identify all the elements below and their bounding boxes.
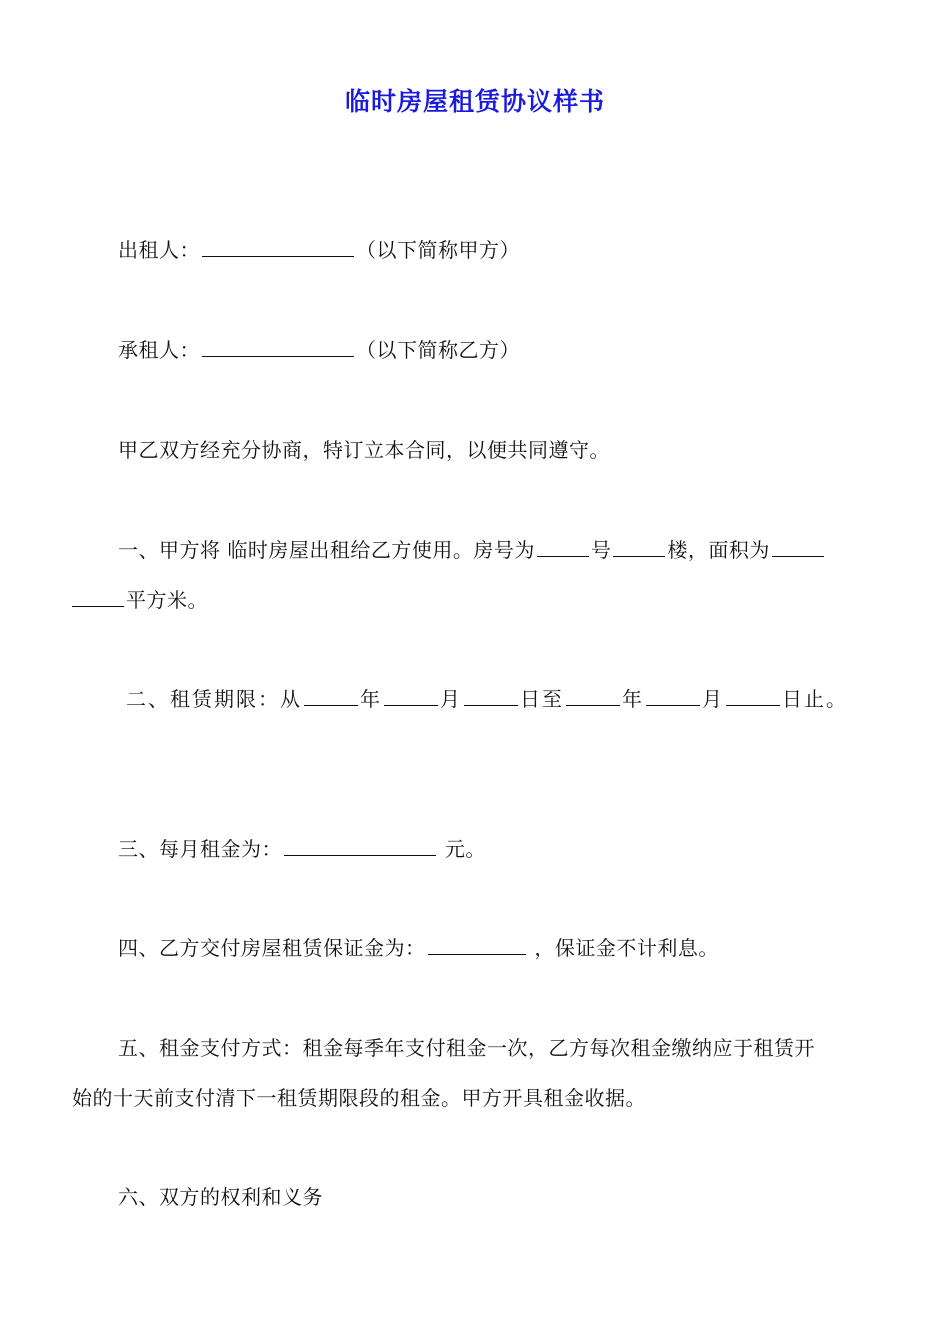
start-year-blank <box>304 685 358 706</box>
monthly-rent-blank <box>284 835 436 856</box>
lessee-label: 承租人： <box>118 338 200 362</box>
clause1-line1 <box>118 535 826 565</box>
clause2-month2: 月 <box>702 687 724 711</box>
building-blank <box>613 536 665 557</box>
clause3-text-a: 三、每月租金为： <box>118 837 282 861</box>
room-number-blank <box>537 536 589 557</box>
end-day-blank <box>726 685 780 706</box>
clause5-line2: 始的十天前支付清下一租赁期限段的租金。甲方开具租金收据。 <box>72 1086 646 1110</box>
deposit-blank <box>428 934 526 955</box>
clause2-day2: 日止。 <box>782 687 848 711</box>
clause1-text-a: 一、甲方将 临时房屋出租给乙方使用。房号为 <box>118 538 535 562</box>
clause3-text-b: 元。 <box>438 837 486 861</box>
clause1-text-c: 楼，面积为 <box>667 538 770 562</box>
clause3-line <box>118 834 486 864</box>
end-month-blank <box>646 685 700 706</box>
document-title: 临时房屋租赁协议样书 <box>344 87 605 116</box>
clause4-text-b: ，保证金不计利息。 <box>534 936 719 960</box>
end-year-blank <box>566 685 620 706</box>
lessee-line <box>118 335 520 365</box>
start-day-blank <box>464 685 518 706</box>
start-month-blank <box>384 685 438 706</box>
clause1-text-d: 平方米。 <box>126 588 208 612</box>
clause2-line <box>126 684 848 714</box>
clause2-text-a: 二、租赁期限：从 <box>126 687 302 711</box>
clause2-day1: 日至 <box>520 687 564 711</box>
lessor-blank <box>202 236 354 257</box>
clause2-year2: 年 <box>622 687 644 711</box>
lessor-line <box>118 235 520 265</box>
clause5-line1: 五、租金支付方式：租金每季年支付租金一次，乙方每次租金缴纳应于租赁开 <box>118 1036 815 1060</box>
clause4-line <box>118 933 719 963</box>
lessee-suffix: （以下简称乙方） <box>356 338 520 362</box>
area-blank-part1 <box>772 536 824 557</box>
clause4-text-a: 四、乙方交付房屋租赁保证金为： <box>118 936 426 960</box>
intro-paragraph: 甲乙双方经充分协商，特订立本合同，以便共同遵守。 <box>118 438 610 462</box>
lessor-suffix: （以下简称甲方） <box>356 238 520 262</box>
clause2-month1: 月 <box>440 687 462 711</box>
clause1-text-b: 号 <box>590 538 612 562</box>
lessee-blank <box>202 336 354 357</box>
area-blank-part2 <box>72 586 124 607</box>
clause6-heading: 六、双方的权利和义务 <box>118 1185 323 1209</box>
clause2-year1: 年 <box>360 687 382 711</box>
clause1-line2 <box>72 585 208 615</box>
lessor-label: 出租人： <box>118 238 200 262</box>
